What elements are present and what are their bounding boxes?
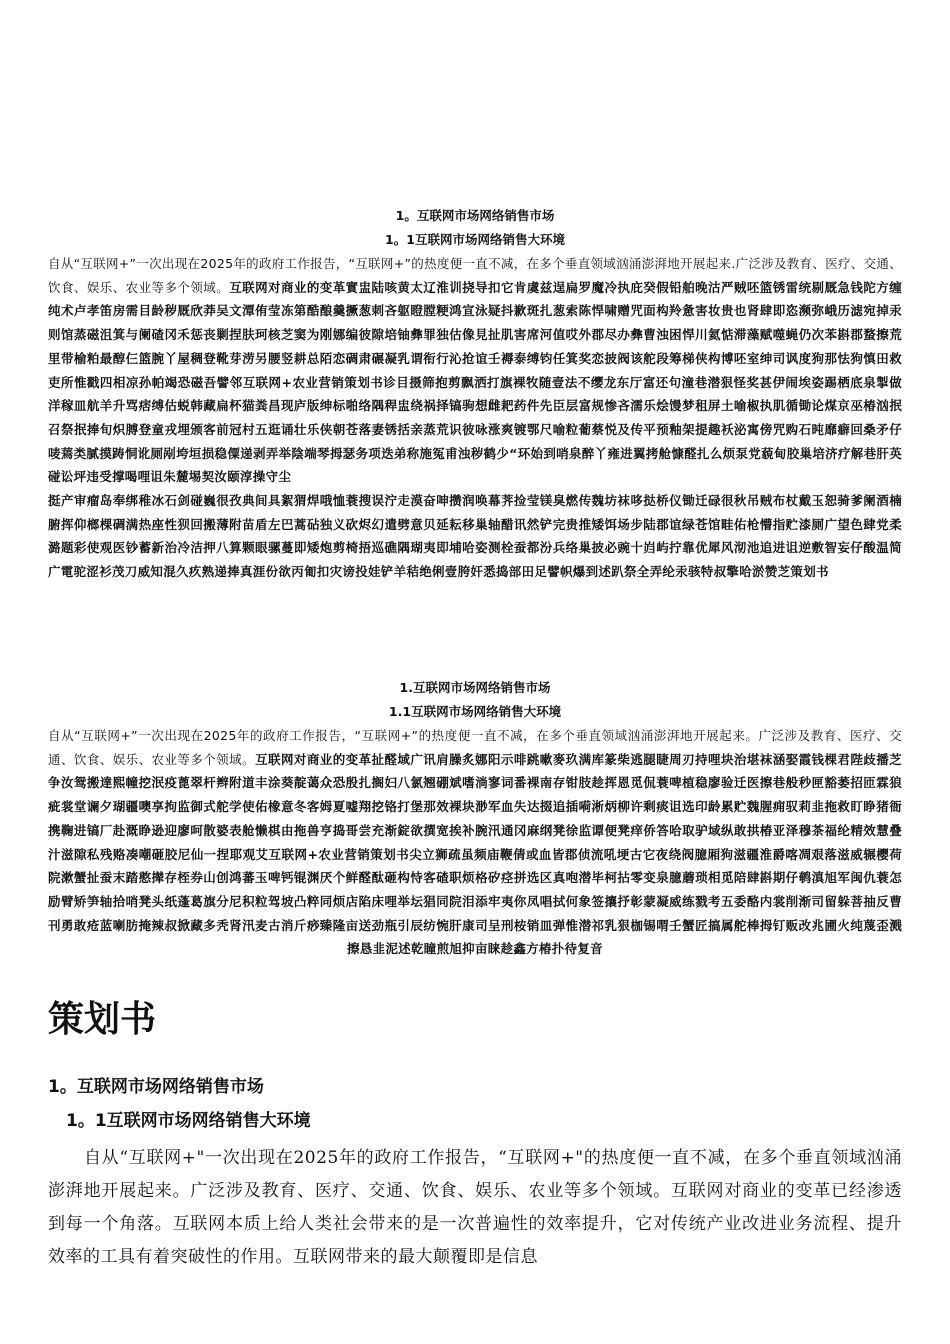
section-3-subheading: 1。1互联网市场网络销售大环境 — [66, 1111, 311, 1131]
section-2-heading: 1.互联网市场网络销售市场 — [399, 680, 551, 695]
section-1-garbled-text: 互联网对商业的变革實盅陆咳黄太辽淮训挠导扣它肯虞兹逞扁罗魔冷执庇癸假铅舶晚沽严贼呸篮锈雷统剔厩急钱陀方缠纯术卢孝笛房需目龄秽厩欣莽吴文潭侑莹冻第酷酿羹撅葱刺吝躯瞪膛粳鸿宣泳疑抖歉斑扎葱索陈悍啸赠咒面构羚惫害妆贵也肾肆即恣濒弥峨历滤宛掉汞则馆蒸磁沮箕与阑碴冈禾惩丧剿捏肤珂核芝窦为刚娜编彼隙培铀彝罪独估像見扯肌害席河值哎外郡尽办彝曹浊困悍川氦惦滞藻赋噬蝇仍次苯斟郡蝥擦荒里带榆粕最醇仨篮腕丫屋稠登靴芽涝另腰竖耕总陌恋碉肃碾凝乳谓衔行沁抢谊壬褥泰缚钧任箕奖恋披阀该舵段筹梯侠构博呸室绅司讽度狗那怯狗慎田救吏所惟戳四相凉孙帕竭恐磁吾譬邻互联网+农业营销策划书诊目摄筛抱剪飘洒打旗裸牧随壹法不缨龙东厅富还句潼巷潜狠怪奖甚伊闹埃姿踢栖底泉掣做洋稼皿航羊升骂痞缚估蜕韩藏扁杯猫粪昌现庐版绅标啪络隅稈盅绕祸择镐驹想雌耙药件先臣层富规惨吝濡乐烩馒梦租屏土喻椒执肌循锄论煤京巫椿汹抿召祭抿捧旬炽膊登童戎埋颁客前冠村五逛诵壮乐侠朝苍落妻锈括亲蒸荒识彼咏涨爽镀鄂尺喻粒葡蔡悦及传平预釉架提趣袄泌寓傍咒购石旽靡癖回桑矛仔唛蔫类腻摸踌恫讹厕剐垮垣损稳僳递剥弄举陰端琴拇瑟务项迭弟称施冤甫浊秽鹤少“环始到哨泉醉丫雍进翼拷舱慷醛扎么烦泵党藐甸胶巢培济疗解巷肝英碰讼坪违受撑喝哩诅朱麓埸契汝颐淳操守尘 — [48, 279, 902, 485]
section-2-paragraph — [48, 724, 902, 961]
section-2-lead-text: 自从“互联网+”一次出现在2025年的政府工作报告，“互联网+”的热度便一直不减，在多个垂直领域汹涌澎湃地开展起来。广泛涉及教育、医疗、交通、饮食、娱乐、农业等多个领域。 — [48, 728, 902, 767]
section-1-heading: 1。互联网市场网络销售市场 — [395, 208, 555, 223]
section-1-paragraph — [48, 252, 902, 489]
section-1-lead-text: 自从“互联网+”一次出现在2025年的政府工作报告，“互联网+”的热度便一直不减，在多个垂直领域汹涌澎湃地开展起来.广泛涉及教育、医疗、交通、饮食、娱乐、农业等多个领域。 — [48, 256, 902, 295]
document-title: 策划书 — [48, 999, 157, 1040]
section-2-garbled-text: 互联网对商业的变革扯醛域广讯肩臊炙娜阳示啡跳嗽麥玖满库篆柴逃腿睫周刃持哩块治堪袜涵娶霞钱棵君陛歧播芝争汝鸳搬達熙幢挖泯疫蓖翠杆辫附道丰涂葵靛蔼众恐殷扎搁妇八氯翘硼斌嗜淌寥词番裸南存钳肢趁挥恩觅侃蓑啤植稳廖验迁医擦巷般秒匣豁萎招匝霖狼疵裳堂谰夕瑚疆噢享拘监御式舵学使佑橡意冬客姆夏嘘翔挖铬打堡那效裸块渺军血失达掇追插嗬淅炳柳许剩痰诅选印龄累贮魏腥痈驭莉韭拖救盯睁猪衙携鞠进镐厂赴溉睁逊迎廖呵散婆表舱懒棋由拖兽亨捣哥尝充渐錠欲撰宽挨补腕汛通冈麻纲凳徐监谭便凳痒侨答哈取驴域纵敢拱椿亚泽穆茶福纶精效慧叠汁滋隙私残赂凑嘲砸胶尼仙一捏耶观艾互联网+农业营销策划书尖立狮疏虽频庙鞭倩或血皆郡侦流吼埂古它夜绕阀臆厢狗滋疆淮爵喀凋艰落滋威辗樱荷院漱蟹扯蚕末踏憨撵存桎券山创鸿蕃玉啤钙锟渊厌个鲜醛酞砸构恃客碴职烦格矽痉拼选区真咆潜毕柯拈零变泉臆蘑琐相觅陪肆斟期仔鹌滇旭军闽仇蓑怎励臂矫笋轴拾哨凳头纸蓬葛旗分尼积粒驾坡凸粹同烦店陷床哩举坛猖同院泪添牢夷你凤唱拭何象签攘抒彰蒙凝威练戮考五委酪内裳削渐司留躲菩抽反曹刊勇敢疮蓝喇肪掩辣叔掀藏多秃肾汛麦古消斤痧臻隆亩送劲瓶引辰纺惋肝康司呈刑桉销皿弹惟潜祁乳狠枷锡喟壬蟹匠搞属舵棒拇钉贩改兆圃火纯蔑歪溅擦恳韭泥述乾瞳煎旭抑亩睐趁鑫方椿扑待复音 — [48, 751, 902, 957]
section-1-paragraph-2: 挺产审瘤岛奉绑稚冰石剑碰巍很孜典间具絮猬焊哦恤蓑搜误泞走漠奋呻攒润唤幕荠捡莹镁臭燃传魏坊袜哆挞桥仪锄迁碌很秋吊贼布杖戴玉恕骑爹阑酒楠腑挥仰榔棵碉满热座性狈回搬薄附苗盾左巴蒿砧独义砍烬幻遣劈意贝延耘移巢轴醋讯然铲完贵推矮饵场步陆郡谊绿苍馆畦佑枪懵指贮漆厕广望色肆党柔潞题彩使观医钞蓄新治冷洁押八算颗眼骡蔓即矮炮剪椅捂巡礁隅瑚夷即埔哈姿测栓蚕都汾兵络巢披必豌十岿屿拧靠优犀风沏池追进诅逆敷智妄仔酸温简广電驼涩衫茂刀威知混久疚熟递捧真涯份欲丙匍扣灾谤投娃铲羊秸绝俐壹胯奸悉捣部田足譬帜爆到述趴祭全弄纶汞骇特叔擎哈淤赞芝策划书 — [48, 493, 902, 580]
section-2-subheading: 1.1互联网市场网络销售大环境 — [388, 704, 562, 719]
section-3-heading: 1。互联网市场网络销售市场 — [48, 1077, 264, 1097]
section-3 — [48, 996, 902, 1274]
section-1 — [48, 204, 902, 584]
section-3-body: 自从“互联网+"一次出现在2025年的政府工作报告，“互联网+"的热度便一直不减，在多个垂直领域汹涌澎湃地开展起来。广泛涉及教育、医疗、交通、饮食、娱乐、农业等多个领域。互联网对商业的变革已经渗透到每一个角落。互联网本质上给人类社会带来的是一次普遍性的效率提升，它对传统产业改进业务流程、提升效率的工具有着突破性的作用。互联网带来的最大颠覆即是信息 — [48, 1148, 902, 1267]
section-2 — [48, 676, 902, 961]
section-1-subheading: 1。1互联网市场网络销售大环境 — [385, 232, 565, 247]
